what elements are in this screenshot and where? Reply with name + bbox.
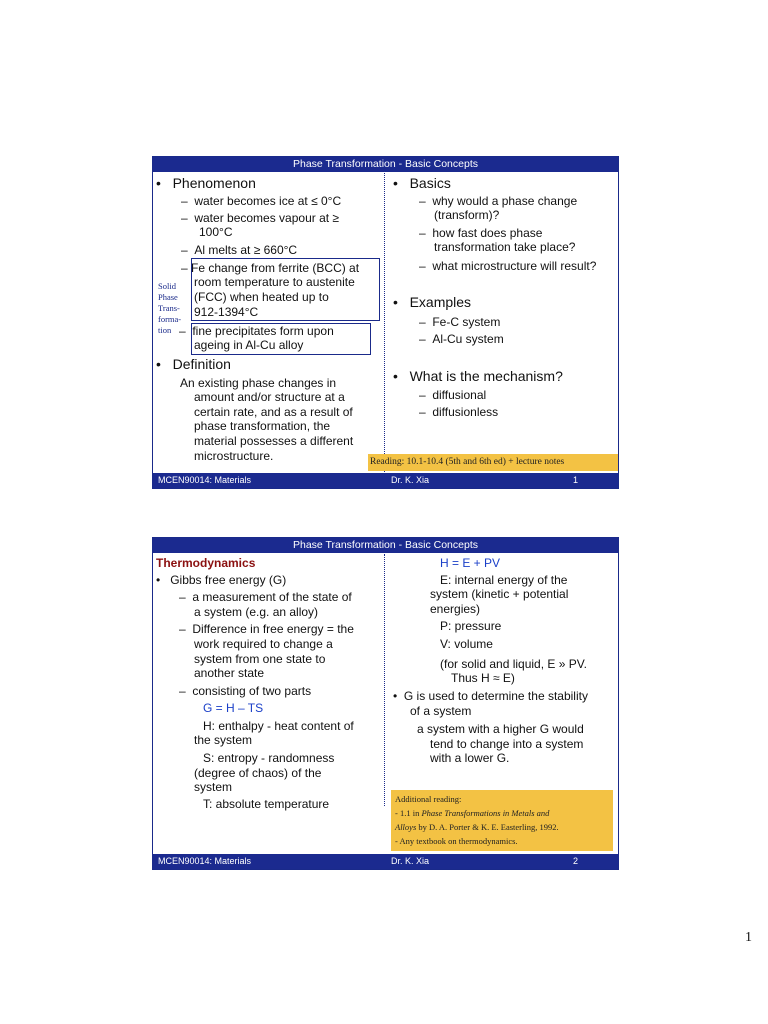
enthalpy-line: H: enthalpy - heat content of bbox=[203, 719, 354, 733]
footer-course: MCEN90014: Materials bbox=[158, 475, 252, 485]
enthalpy-line: the system bbox=[194, 733, 253, 747]
column-divider bbox=[384, 173, 385, 472]
footer-page: 1 bbox=[573, 475, 579, 485]
examples-heading: • Examples bbox=[393, 294, 472, 310]
higher-g-line: tend to change into a system bbox=[430, 737, 584, 751]
list-item: – fine precipitates form upon bbox=[179, 324, 334, 338]
footer-course: MCEN90014: Materials bbox=[158, 856, 252, 866]
solid-liquid-line: (for solid and liquid, E » PV. bbox=[440, 657, 587, 671]
list-item: – Al-Cu system bbox=[419, 332, 504, 346]
page-number: 1 bbox=[745, 930, 752, 945]
additional-line: - 1.1 in Phase Transformations in Metals and bbox=[395, 808, 550, 818]
solid-liquid-line: Thus H ≈ E) bbox=[451, 671, 515, 685]
slide-title: Phase Transformation - Basic Concepts bbox=[153, 157, 618, 172]
entropy-line: system bbox=[194, 780, 233, 794]
footer-page: 2 bbox=[573, 856, 579, 866]
thermodynamics-heading: Thermodynamics bbox=[156, 556, 256, 570]
side-label: Solid Phase Trans- forma- tion bbox=[158, 281, 182, 335]
list-item-cont: transformation take place? bbox=[434, 240, 576, 254]
list-item: – diffusional bbox=[419, 388, 487, 402]
slide-footer bbox=[153, 473, 618, 488]
temperature-line: T: absolute temperature bbox=[203, 797, 330, 811]
list-item-cont: (FCC) when heated up to bbox=[194, 290, 329, 304]
enthalpy-equation: H = E + PV bbox=[440, 556, 501, 570]
list-item: – water becomes vapour at ≥ bbox=[181, 211, 339, 225]
energy-line: system (kinetic + potential bbox=[430, 587, 569, 601]
additional-reading-note bbox=[391, 790, 613, 851]
pressure-line: P: pressure bbox=[440, 619, 502, 633]
list-item: – Al melts at ≥ 660°C bbox=[181, 243, 298, 257]
list-item: – water becomes ice at ≤ 0°C bbox=[181, 194, 342, 208]
slide-footer bbox=[153, 854, 618, 869]
energy-line: energies) bbox=[430, 602, 481, 616]
list-item: – Difference in free energy = the bbox=[179, 622, 354, 636]
list-item-cont: ageing in Al-Cu alloy bbox=[194, 338, 304, 352]
list-item: – what microstructure will result? bbox=[419, 259, 597, 273]
stability-line: of a system bbox=[410, 704, 472, 718]
mechanism-heading: • What is the mechanism? bbox=[393, 368, 563, 384]
higher-g-line: with a lower G. bbox=[430, 751, 510, 765]
additional-heading: Additional reading: bbox=[395, 794, 462, 804]
energy-line: E: internal energy of the bbox=[440, 573, 568, 587]
list-item: – Fe-C system bbox=[419, 315, 501, 329]
gibbs-bullet: • Gibbs free energy (G) bbox=[156, 573, 287, 587]
slide-2 bbox=[152, 537, 619, 870]
definition-line: material possesses a different bbox=[194, 434, 354, 448]
list-item: – a measurement of the state of bbox=[179, 590, 352, 604]
footer-author: Dr. K. Xia bbox=[391, 475, 430, 485]
definition-line: An existing phase changes in bbox=[180, 376, 337, 390]
column-divider bbox=[384, 554, 385, 806]
reading-note: Reading: 10.1-10.4 (5th and 6th ed) + lecture notes bbox=[368, 454, 618, 471]
entropy-line: S: entropy - randomness bbox=[203, 751, 335, 765]
definition-heading: • Definition bbox=[156, 356, 231, 372]
list-item: – diffusionless bbox=[419, 405, 499, 419]
definition-line: phase transformation, the bbox=[194, 419, 331, 433]
list-item: – Fe change from ferrite (BCC) at bbox=[181, 261, 360, 275]
list-item-cont: 912-1394°C bbox=[194, 305, 259, 319]
list-item-cont: another state bbox=[194, 666, 265, 680]
definition-line: certain rate, and as a result of bbox=[194, 405, 353, 419]
slide-title: Phase Transformation - Basic Concepts bbox=[153, 538, 618, 553]
definition-line: amount and/or structure at a bbox=[194, 390, 345, 404]
slide-1 bbox=[152, 156, 619, 489]
higher-g-line: a system with a higher G would bbox=[417, 722, 584, 736]
list-item-cont: system from one state to bbox=[194, 652, 326, 666]
phenomenon-heading: • Phenomenon bbox=[156, 175, 256, 191]
additional-line: - Any textbook on thermodynamics. bbox=[395, 836, 518, 846]
list-item-cont: room temperature to austenite bbox=[194, 275, 355, 289]
additional-line: Alloys by D. A. Porter & K. E. Easterling, 1992. bbox=[395, 822, 559, 832]
list-item-cont: 100°C bbox=[199, 225, 233, 239]
list-item: – how fast does phase bbox=[419, 226, 543, 240]
gibbs-equation: G = H – TS bbox=[203, 701, 264, 715]
list-item-cont: work required to change a bbox=[194, 637, 333, 651]
entropy-line: (degree of chaos) of the bbox=[194, 766, 322, 780]
stability-bullet: • G is used to determine the stability bbox=[393, 689, 588, 703]
footer-author: Dr. K. Xia bbox=[391, 856, 430, 866]
list-item: – consisting of two parts bbox=[179, 684, 312, 698]
list-item: – why would a phase change bbox=[419, 194, 578, 208]
list-item-cont: a system (e.g. an alloy) bbox=[194, 605, 319, 619]
list-item-cont: (transform)? bbox=[434, 208, 500, 222]
basics-heading: • Basics bbox=[393, 175, 451, 191]
definition-line: microstructure. bbox=[194, 449, 274, 463]
volume-line: V: volume bbox=[440, 637, 493, 651]
